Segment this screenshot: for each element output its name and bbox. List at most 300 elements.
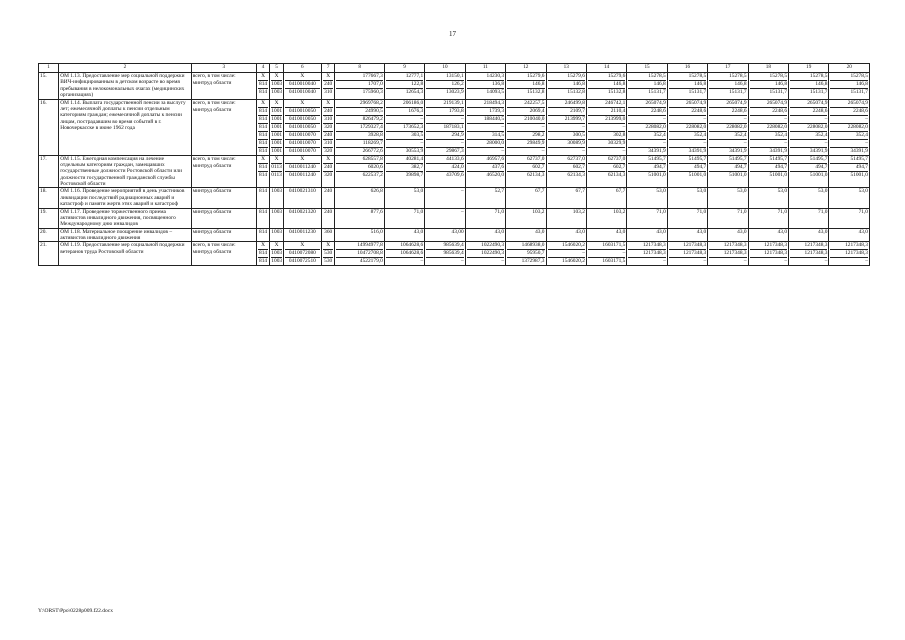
- amount-cell: [708, 242, 748, 266]
- budget-code-cell: [283, 228, 321, 242]
- amount-cell: [425, 155, 465, 188]
- column-number-cell: 9: [384, 64, 424, 73]
- amount-cell: [546, 99, 586, 155]
- amount-value: 187183,1: [426, 123, 463, 131]
- amount-value: 51495,7: [729, 155, 747, 162]
- amount-cell: [506, 228, 546, 242]
- amount-value: 43,0: [656, 228, 666, 235]
- amount-value: –: [548, 249, 585, 257]
- amount-value: 1217348,3: [750, 249, 787, 257]
- budget-code-cell: [270, 228, 283, 242]
- amount-value: –: [669, 139, 706, 147]
- executor-line: [193, 170, 255, 177]
- amount-value: 103,2: [532, 208, 545, 215]
- code-value: 0113: [271, 163, 282, 170]
- code-value: 1003: [271, 89, 283, 95]
- executor-line: всего, в том числе:: [192, 73, 236, 79]
- column-number-cell: 6: [283, 64, 321, 73]
- code-value: Х: [300, 155, 305, 162]
- amount-cell: [465, 242, 505, 266]
- executor-line: [193, 121, 255, 128]
- code-value: 814: [259, 208, 268, 215]
- amount-value: –: [467, 147, 504, 155]
- amount-value: 1676,3: [386, 107, 423, 115]
- amount-value: 626,8: [370, 188, 383, 195]
- amount-cell: [586, 99, 626, 155]
- amount-value: –: [830, 139, 868, 147]
- amount-value: 15131,7: [628, 88, 665, 96]
- amount-value: 51495,7: [850, 155, 868, 162]
- amount-value: 302,8: [588, 131, 625, 139]
- amount-value: 494,7: [669, 163, 706, 171]
- amount-cell: [425, 242, 465, 266]
- amount-cell: [465, 155, 505, 188]
- amount-value: 15279,6: [567, 73, 585, 79]
- budget-code-cell: [256, 208, 269, 228]
- code-value: 814: [259, 163, 268, 170]
- amount-value: –: [830, 257, 868, 265]
- amount-cell: [829, 99, 870, 155]
- amount-cell: [667, 188, 707, 208]
- amount-cell: [829, 208, 870, 228]
- amount-cell: [506, 73, 546, 100]
- measure-name: ОМ 1.17. Проведение торжественного приема активистов инвалидного движения, посвященного Международному дню инвалидов: [59, 208, 192, 228]
- amount-value: 985639,4: [443, 242, 464, 249]
- amount-value: 1022490,3: [467, 249, 504, 257]
- amount-value: 39898,7: [386, 171, 423, 179]
- amount-value: 30329,9: [588, 139, 625, 147]
- amount-value: 118269,7: [336, 139, 382, 147]
- amount-value: 1707,0: [336, 80, 382, 88]
- amount-value: 51001,0: [750, 171, 787, 179]
- budget-code-cell: [270, 208, 283, 228]
- amount-cell: [829, 73, 870, 100]
- amount-value: 300,5: [548, 131, 585, 139]
- amount-value: 34391,9: [628, 147, 665, 155]
- column-number-cell: 14: [586, 64, 626, 73]
- amount-value: –: [467, 257, 504, 265]
- amount-value: 1739,3: [467, 107, 504, 115]
- row-number: 18.: [39, 188, 59, 208]
- executor-line: всего, в том числе:: [192, 99, 236, 106]
- amount-value: –: [750, 257, 787, 265]
- amount-cell: [586, 208, 626, 228]
- executor-line: [193, 256, 255, 263]
- code-value: 0410010040: [285, 88, 320, 96]
- budget-code-cell: [283, 73, 321, 100]
- executor-line: [193, 87, 255, 94]
- amount-value: 437,6: [467, 163, 504, 171]
- amount-value: 1217348,3: [709, 249, 746, 257]
- amount-value: 2248,6: [790, 107, 827, 115]
- column-number-cell: 17: [708, 64, 748, 73]
- amount-value: 103,2: [613, 208, 626, 215]
- budget-code-cell: [256, 99, 269, 155]
- column-number-cell: 4: [256, 64, 269, 73]
- amount-value: –: [426, 115, 463, 123]
- amount-value: 602,7: [588, 163, 625, 171]
- executor-line: минтруд области: [192, 162, 232, 169]
- budget-code-cell: [321, 208, 334, 228]
- code-value: 1001: [271, 115, 283, 122]
- row-number: 16.: [39, 99, 59, 155]
- column-number-row: [39, 64, 870, 73]
- amount-cell: [384, 99, 424, 155]
- amount-cell: [546, 155, 586, 188]
- budget-code-cell: [270, 73, 283, 100]
- code-value: 1003: [271, 81, 283, 87]
- amount-value: 15132,8: [548, 88, 585, 96]
- amount-value: 877,6: [370, 208, 383, 215]
- amount-cell: [384, 73, 424, 100]
- table-row: [39, 155, 870, 188]
- amount-value: 34391,9: [790, 147, 827, 155]
- amount-value: 382,7: [386, 163, 423, 171]
- executor-cell: [191, 155, 256, 188]
- amount-cell: [335, 208, 384, 228]
- code-value: 814: [259, 250, 268, 257]
- code-value: 530: [324, 258, 333, 265]
- amount-cell: [789, 242, 829, 266]
- amount-value: –: [750, 115, 787, 123]
- code-value: 0410072510: [285, 257, 320, 265]
- executor-line: [193, 142, 255, 149]
- amount-value: 51495,7: [688, 155, 707, 162]
- code-value: 814: [259, 81, 268, 87]
- amount-value: 122,8: [386, 80, 423, 88]
- amount-value: 67,7: [575, 188, 585, 195]
- budget-code-cell: [283, 188, 321, 208]
- amount-value: 4522179,0: [336, 257, 382, 265]
- amount-value: 15131,7: [830, 88, 868, 96]
- amount-cell: [506, 188, 546, 208]
- amount-value: 51001,0: [669, 171, 706, 179]
- amount-value: 53,0: [413, 188, 424, 195]
- amount-value: 213999,7: [548, 115, 585, 123]
- amount-value: 34391,9: [709, 147, 746, 155]
- amount-value: –: [386, 139, 423, 147]
- amount-value: 173652,3: [386, 123, 423, 131]
- code-value: Х: [300, 99, 305, 106]
- column-number-cell: 5: [270, 64, 283, 73]
- amount-value: 15279,6: [526, 73, 545, 79]
- budget-code-cell: [256, 73, 269, 100]
- amount-value: 494,7: [830, 163, 868, 171]
- amount-value: –: [669, 257, 706, 265]
- measure-name: ОМ 1.19. Предоставление мер социальной поддержки ветеранов труда Ростовской области: [59, 242, 192, 266]
- amount-value: 51495,7: [648, 155, 666, 162]
- amount-value: 352,4: [709, 131, 746, 139]
- amount-value: 1793,8: [426, 107, 463, 115]
- budget-table: [38, 63, 870, 266]
- amount-value: 1372987,3: [507, 257, 544, 265]
- amount-value: 46520,0: [467, 171, 504, 179]
- code-value: 814: [259, 139, 268, 146]
- code-value: 1003: [271, 250, 283, 257]
- amount-value: 126,2: [426, 80, 463, 88]
- amount-value: 15279,6: [607, 73, 626, 79]
- amount-value: 228082,0: [628, 123, 665, 131]
- amount-value: 103,2: [572, 208, 585, 215]
- amount-value: 1729327,4: [336, 123, 382, 131]
- code-value: 0410011240: [285, 163, 320, 171]
- amount-value: 265074,9: [847, 99, 868, 106]
- amount-value: 95950,7: [507, 249, 544, 257]
- code-value: 240: [324, 81, 333, 87]
- amount-value: 228082,0: [750, 123, 787, 131]
- amount-cell: [708, 99, 748, 155]
- budget-code-cell: [283, 99, 321, 155]
- amount-value: 12654,3: [386, 88, 423, 96]
- amount-cell: [789, 155, 829, 188]
- amount-value: –: [628, 115, 665, 123]
- amount-cell: [829, 188, 870, 208]
- amount-value: 1022490,3: [481, 242, 505, 249]
- table-row: [39, 228, 870, 242]
- amount-value: 265074,9: [726, 99, 747, 106]
- column-number-cell: 7: [321, 64, 334, 73]
- amount-value: 516,0: [370, 228, 383, 235]
- amount-value: 43709,6: [426, 171, 463, 179]
- budget-code-cell: [321, 228, 334, 242]
- code-value: 0410021320: [288, 208, 316, 215]
- amount-value: 2109,7: [548, 107, 585, 115]
- executor-line: минтруд области: [192, 249, 232, 256]
- row-number: 19.: [39, 208, 59, 228]
- amount-cell: [586, 73, 626, 100]
- amount-value: 246742,1: [605, 99, 626, 106]
- amount-value: –: [507, 147, 544, 155]
- amount-value: 71,0: [818, 208, 828, 215]
- amount-cell: [384, 208, 424, 228]
- code-value: 814: [259, 123, 268, 130]
- amount-value: 15131,7: [709, 88, 746, 96]
- amount-value: 15131,7: [790, 88, 827, 96]
- amount-cell: [335, 242, 384, 266]
- executor-line: минтруд области: [192, 188, 232, 195]
- amount-value: 352,4: [750, 131, 787, 139]
- amount-value: –: [790, 139, 827, 147]
- amount-cell: [425, 228, 465, 242]
- amount-cell: [335, 188, 384, 208]
- amount-cell: [789, 188, 829, 208]
- code-value: 814: [259, 188, 268, 195]
- budget-code-cell: [321, 155, 334, 188]
- code-value: 0410010050: [285, 123, 320, 131]
- amount-cell: [789, 228, 829, 242]
- amount-value: –: [548, 123, 585, 131]
- column-number-cell: 2: [59, 64, 192, 73]
- amount-value: 53,0: [696, 188, 707, 195]
- budget-code-cell: [256, 188, 269, 208]
- amount-value: 177667,3: [362, 73, 383, 79]
- table-row: [39, 188, 870, 208]
- amount-cell: [465, 228, 505, 242]
- amount-value: 1217348,3: [669, 249, 706, 257]
- amount-value: 602,7: [507, 163, 544, 171]
- amount-value: 30553,9: [386, 147, 423, 155]
- amount-cell: [789, 73, 829, 100]
- amount-value: 826479,2: [336, 115, 382, 123]
- amount-cell: [546, 208, 586, 228]
- executor-cell: [191, 188, 256, 208]
- amount-value: 62737,0: [607, 155, 626, 162]
- amount-value: 494,7: [709, 163, 746, 171]
- code-value: 310: [324, 89, 333, 95]
- amount-cell: [506, 242, 546, 266]
- amount-value: 2110,4: [588, 107, 625, 115]
- amount-value: 1546020,2: [562, 242, 585, 249]
- amount-cell: [667, 99, 707, 155]
- amount-value: 43,0: [858, 228, 868, 235]
- amount-cell: [667, 242, 707, 266]
- amount-cell: [546, 188, 586, 208]
- amount-value: 1217348,3: [764, 242, 788, 249]
- executor-line: минтруд области: [192, 106, 232, 113]
- amount-value: –: [709, 139, 746, 147]
- budget-code-cell: [270, 242, 283, 266]
- measure-name: ОМ 1.16. Проведение мероприятий в день участников ликвидации последствий радиационных аварий и катастроф и памяти жертв этих аварий и катастроф: [59, 188, 192, 208]
- amount-cell: [748, 242, 788, 266]
- amount-value: 246499,8: [564, 99, 585, 106]
- amount-cell: [708, 155, 748, 188]
- budget-code-cell: [270, 99, 283, 155]
- amount-cell: [465, 73, 505, 100]
- code-value: 240: [324, 131, 333, 138]
- code-value: 0410011240: [285, 171, 320, 179]
- executor-cell: [191, 228, 256, 242]
- amount-value: 43,0: [818, 228, 828, 235]
- amount-cell: [465, 208, 505, 228]
- amount-value: 24990,5: [336, 107, 382, 115]
- table-row: [39, 99, 870, 155]
- amount-cell: [748, 73, 788, 100]
- amount-cell: [586, 242, 626, 266]
- table-row: [39, 73, 870, 100]
- amount-value: 146,8: [548, 80, 585, 88]
- amount-value: 15132,8: [507, 88, 544, 96]
- budget-code-cell: [283, 155, 321, 188]
- amount-cell: [546, 73, 586, 100]
- amount-value: 352,4: [628, 131, 665, 139]
- amount-value: 62134,3: [548, 171, 585, 179]
- amount-cell: [667, 228, 707, 242]
- amount-value: 136,8: [467, 80, 504, 88]
- column-number-cell: 18: [748, 64, 788, 73]
- amount-value: 43,0: [535, 228, 545, 235]
- code-value: 814: [259, 147, 268, 154]
- amount-cell: [335, 73, 384, 100]
- amount-value: 1217348,3: [790, 249, 827, 257]
- code-value: 240: [324, 188, 333, 195]
- amount-value: 71,0: [413, 208, 424, 215]
- amount-cell: [335, 155, 384, 188]
- budget-code-cell: [321, 73, 334, 100]
- code-value: 320: [324, 147, 333, 154]
- code-value: 0410010070: [285, 139, 320, 147]
- code-value: 320: [324, 171, 333, 178]
- amount-cell: [829, 155, 870, 188]
- amount-value: 53,0: [818, 188, 828, 195]
- amount-value: –: [790, 115, 827, 123]
- amount-value: 51001,0: [709, 171, 746, 179]
- amount-value: 242257,5: [524, 99, 545, 106]
- amount-cell: [627, 208, 667, 228]
- amount-value: 352,4: [790, 131, 827, 139]
- amount-value: 43,0: [575, 228, 585, 235]
- executor-line: минтруд области: [192, 208, 232, 215]
- amount-value: 13150,1: [446, 73, 464, 79]
- amount-value: 2248,6: [830, 107, 868, 115]
- amount-value: 43,0: [413, 228, 424, 235]
- amount-value: 265074,9: [807, 99, 828, 106]
- code-value: 240: [324, 163, 333, 170]
- code-value: 0410010070: [285, 147, 320, 155]
- column-number-cell: 3: [191, 64, 256, 73]
- amount-value: 53,0: [656, 188, 666, 195]
- column-number-cell: 11: [465, 64, 505, 73]
- executor-cell: [191, 99, 256, 155]
- amount-value: 1217348,3: [642, 242, 666, 249]
- amount-value: 40281,4: [405, 155, 424, 162]
- code-value: Х: [274, 73, 279, 79]
- budget-code-cell: [321, 188, 334, 208]
- budget-code-cell: [256, 155, 269, 188]
- amount-value: –: [460, 208, 464, 215]
- code-value: 1001: [271, 131, 283, 138]
- amount-cell: [829, 228, 870, 242]
- amount-cell: [748, 99, 788, 155]
- amount-value: 51495,7: [769, 155, 788, 162]
- code-value: 814: [259, 89, 268, 95]
- executor-cell: [191, 73, 256, 100]
- executor-line: минтруд области: [192, 228, 232, 235]
- amount-cell: [748, 228, 788, 242]
- code-value: Х: [326, 155, 331, 162]
- amount-value: 228082,0: [790, 123, 827, 131]
- amount-value: 628557,8: [362, 155, 383, 162]
- amount-value: –: [386, 115, 423, 123]
- amount-value: 67,7: [615, 188, 626, 195]
- amount-value: 10472708,8: [336, 249, 382, 257]
- amount-value: 46957,6: [486, 155, 505, 162]
- amount-cell: [667, 155, 707, 188]
- amount-cell: [748, 188, 788, 208]
- amount-cell: [335, 228, 384, 242]
- amount-cell: [627, 188, 667, 208]
- column-number-cell: 8: [335, 64, 384, 73]
- amount-value: 294,9: [426, 131, 463, 139]
- amount-value: 15132,8: [588, 88, 625, 96]
- amount-cell: [789, 99, 829, 155]
- amount-value: 15278,5: [648, 73, 666, 79]
- amount-cell: [748, 155, 788, 188]
- column-number-cell: 1: [39, 64, 59, 73]
- amount-value: 228082,0: [830, 123, 868, 131]
- row-number: 20.: [39, 228, 59, 242]
- amount-value: 51495,7: [809, 155, 828, 162]
- amount-value: 622537,2: [336, 171, 382, 179]
- code-value: Х: [274, 99, 279, 106]
- amount-value: 51001,0: [628, 171, 665, 179]
- budget-code-cell: [270, 188, 283, 208]
- measure-name: ОМ 1.14. Выплата государственной пенсии за выслугу лет; ежемесячной доплаты к пенсии отдельным категориям граждан; ежемесячной доплаты к пенсии лицам, пострадавшим во время событий в г. Новочеркасске в июне 1962 года: [59, 99, 192, 155]
- amount-value: 424,0: [426, 163, 463, 171]
- amount-cell: [708, 208, 748, 228]
- amount-value: 13023,9: [426, 88, 463, 96]
- amount-cell: [708, 188, 748, 208]
- amount-value: 71,0: [858, 208, 868, 215]
